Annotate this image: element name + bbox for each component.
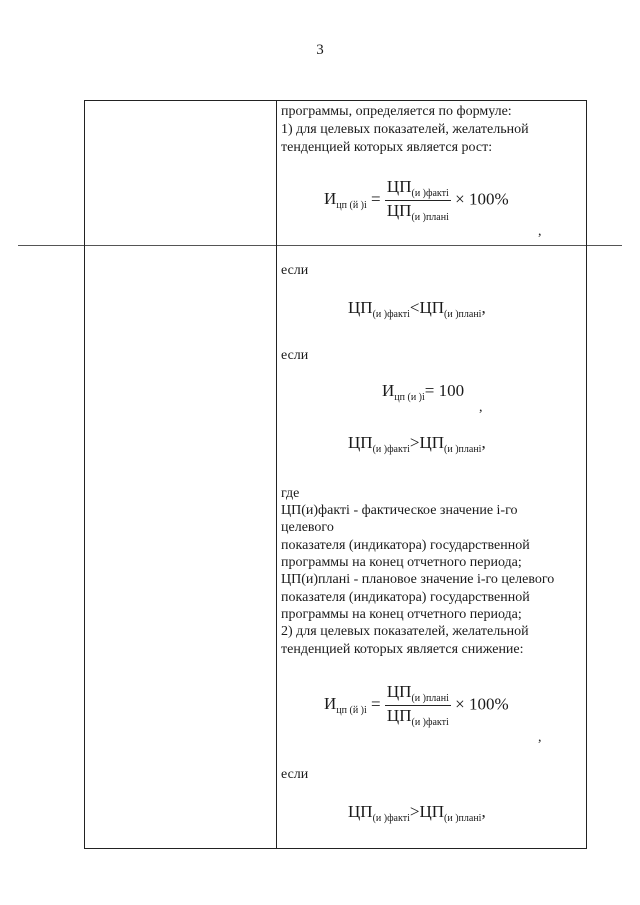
where-line-4: показателя (индикатора) государственной	[281, 538, 530, 553]
table-left-border	[84, 100, 85, 849]
formula-growth	[324, 177, 509, 224]
table-column-divider	[276, 100, 277, 849]
where-line-9: 2) для целевых показателей, желательной	[281, 624, 529, 639]
where-line-8: программы на конец отчетного периода;	[281, 607, 522, 622]
intro-line-1: программы, определяется по формуле:	[281, 104, 512, 119]
where-line-10: тенденцией которых является снижение:	[281, 642, 524, 657]
condition-less: $ЦП_{(и )факті}<ЦП_{(и )плані}$,	[348, 298, 486, 320]
formula-equals-100-comma: ,	[479, 400, 483, 415]
formula-fraction: $\frac{ЦП_{(и )факті}}{ЦП_{(и )плані}}$	[386, 177, 449, 223]
if-label-2: если	[281, 348, 309, 363]
where-line-6: ЦП(и)плані - плановое значение і-го целевого	[281, 572, 555, 587]
formula-lhs: $И_{цп (й )i}$	[324, 694, 367, 717]
where-line-1: где	[281, 486, 300, 501]
formula-growth-comma: ,	[538, 224, 542, 239]
formula-multiplier: × 100%	[455, 694, 509, 714]
formula-equals-100: $И_{цп (и )i}= 100$	[382, 381, 465, 403]
condition-greater: $ЦП_{(и )факті}>ЦП_{(и )плані}$,	[348, 433, 486, 455]
condition-greater-2: $ЦП_{(и )факті}>ЦП_{(и )плані}$,	[348, 802, 486, 824]
table-right-border	[586, 100, 587, 849]
where-line-2: ЦП(и)факті - фактическое значение і-го	[281, 503, 518, 518]
formula-fraction: $\frac{ЦП_{(и )плані}}{ЦП_{(и )факті}}$	[386, 682, 449, 728]
formula-eq: =	[371, 694, 381, 714]
page-break-line	[18, 245, 622, 246]
table-bottom-border	[84, 848, 587, 849]
formula-lhs: $И_{цп (й )i}$	[324, 189, 367, 212]
table-top-border	[84, 100, 587, 101]
where-line-7: показателя (индикатора) государственной	[281, 590, 530, 605]
page-number: 3	[316, 42, 324, 58]
where-line-5: программы на конец отчетного периода;	[281, 555, 522, 570]
formula-eq: =	[371, 189, 381, 209]
formula-multiplier: × 100%	[455, 189, 509, 209]
formula-decrease-comma: ,	[538, 730, 542, 745]
intro-line-3: тенденцией которых является рост:	[281, 140, 493, 155]
where-line-3: целевого	[281, 520, 334, 535]
intro-line-2: 1) для целевых показателей, желательной	[281, 122, 529, 137]
if-label-1: если	[281, 263, 309, 278]
formula-decrease	[324, 682, 509, 729]
if-label-3: если	[281, 767, 309, 782]
